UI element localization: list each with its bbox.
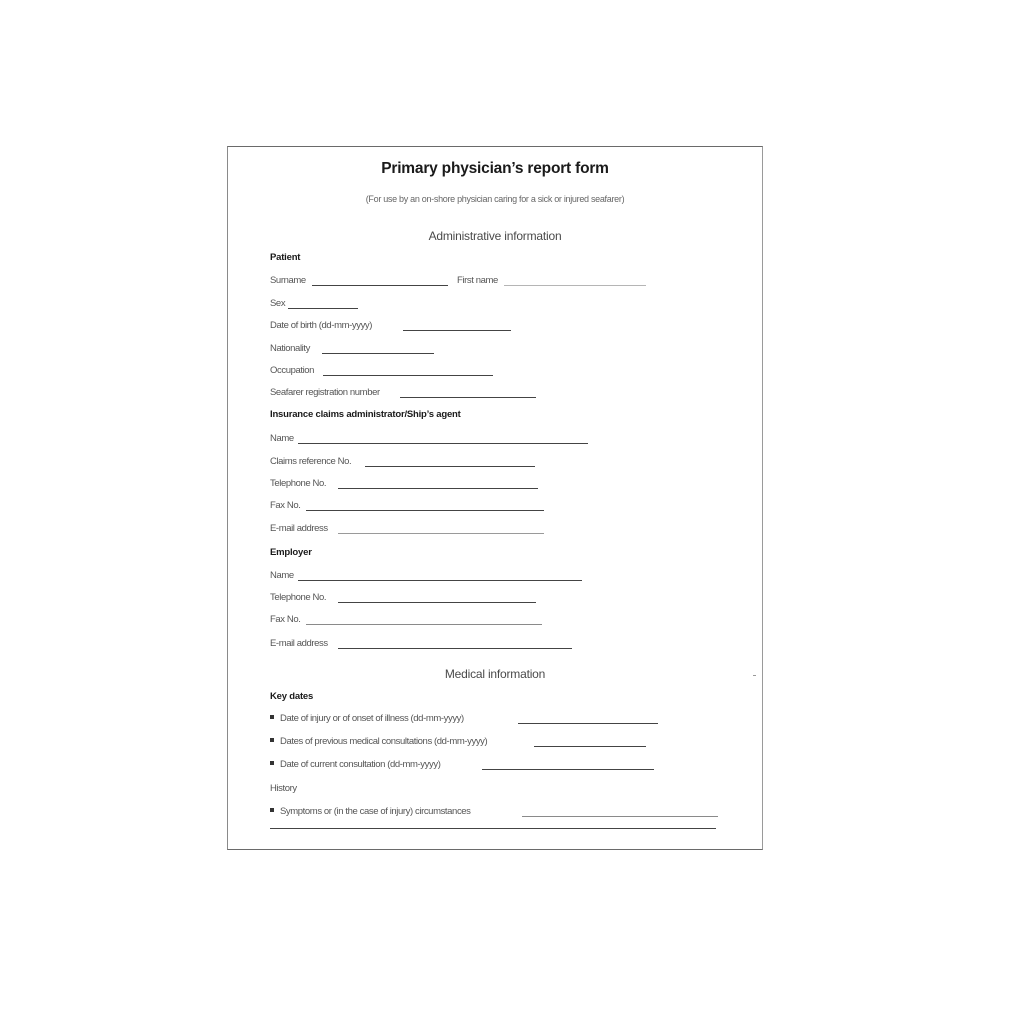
sex-label: Sex xyxy=(270,298,286,309)
current-consultation-field[interactable] xyxy=(270,759,670,771)
surname-label: Surname xyxy=(270,275,306,286)
symptoms-label: Symptoms or (in the case of injury) circumstances xyxy=(280,806,471,817)
insurance-telephone-label: Telephone No. xyxy=(270,478,327,489)
symptoms-line xyxy=(522,816,718,817)
current-consultation-label: Date of current consultation (dd-mm-yyyy) xyxy=(280,759,441,770)
registration-label: Seafarer registration number xyxy=(270,387,380,398)
patient-heading: Patient xyxy=(270,252,301,263)
registration-field[interactable] xyxy=(270,387,550,399)
injury-date-label: Date of injury or of onset of illness (dd-mm-yyyy) xyxy=(280,713,464,724)
employer-email-label: E-mail address xyxy=(270,638,328,649)
insurance-fax-label: Fax No. xyxy=(270,500,301,511)
employer-name-line xyxy=(298,580,582,581)
surname-line xyxy=(312,285,448,286)
employer-email-line xyxy=(338,648,572,649)
insurance-name-label: Name xyxy=(270,433,294,444)
admin-section-heading: Administrative information xyxy=(428,229,562,243)
bullet-icon xyxy=(270,738,274,742)
previous-consultations-label: Dates of previous medical consultations (dd-mm-yyyy) xyxy=(280,736,488,747)
employer-fax-field[interactable] xyxy=(270,614,560,626)
first-name-label: First name xyxy=(457,275,498,286)
employer-telephone-field[interactable] xyxy=(270,592,550,604)
insurance-heading: Insurance claims administrator/Ship’s agent xyxy=(270,409,461,420)
key-dates-heading: Key dates xyxy=(270,691,314,702)
nationality-label: Nationality xyxy=(270,343,310,354)
first-name-line xyxy=(504,285,646,286)
form-subtitle: (For use by an on-shore physician caring for a sick or injured seafarer) xyxy=(365,194,625,204)
occupation-field[interactable] xyxy=(270,365,510,377)
insurance-telephone-line xyxy=(338,488,538,489)
dob-line xyxy=(403,330,511,331)
symptoms-continuation-line[interactable] xyxy=(270,828,716,829)
injury-date-field[interactable] xyxy=(270,713,670,725)
nationality-field[interactable] xyxy=(270,343,470,355)
injury-date-line xyxy=(518,723,658,724)
insurance-fax-line xyxy=(306,510,544,511)
medical-section-heading: Medical information xyxy=(444,667,546,681)
surname-field[interactable] xyxy=(270,275,700,287)
claims-reference-field[interactable] xyxy=(270,456,550,468)
employer-telephone-line xyxy=(338,602,536,603)
employer-heading: Employer xyxy=(270,547,312,558)
insurance-fax-field[interactable] xyxy=(270,500,560,512)
form-title: Primary physician’s report form xyxy=(381,160,609,177)
employer-email-field[interactable] xyxy=(270,638,590,650)
employer-fax-label: Fax No. xyxy=(270,614,301,625)
employer-name-label: Name xyxy=(270,570,294,581)
current-consultation-line xyxy=(482,769,654,770)
bullet-icon xyxy=(270,761,274,765)
nationality-line xyxy=(322,353,434,354)
sex-line xyxy=(288,308,358,309)
insurance-email-label: E-mail address xyxy=(270,523,328,534)
claims-reference-line xyxy=(365,466,535,467)
insurance-name-field[interactable] xyxy=(270,433,610,445)
report-form-page xyxy=(227,146,763,850)
insurance-email-line xyxy=(338,533,544,534)
claims-reference-label: Claims reference No. xyxy=(270,456,352,467)
previous-consultations-field[interactable] xyxy=(270,736,660,748)
dob-label: Date of birth (dd-mm-yyyy) xyxy=(270,320,373,331)
insurance-telephone-field[interactable] xyxy=(270,478,550,490)
insurance-name-line xyxy=(298,443,588,444)
occupation-line xyxy=(323,375,493,376)
sex-field[interactable] xyxy=(270,298,470,310)
history-heading: History xyxy=(270,783,297,794)
dob-field[interactable] xyxy=(270,320,530,332)
bullet-icon xyxy=(270,808,274,812)
symptoms-field[interactable] xyxy=(270,806,730,818)
registration-line xyxy=(400,397,536,398)
bullet-icon xyxy=(270,715,274,719)
scan-speck xyxy=(753,675,756,676)
employer-name-field[interactable] xyxy=(270,570,600,582)
employer-telephone-label: Telephone No. xyxy=(270,592,327,603)
occupation-label: Occupation xyxy=(270,365,315,376)
employer-fax-line xyxy=(306,624,542,625)
insurance-email-field[interactable] xyxy=(270,523,560,535)
previous-consultations-line xyxy=(534,746,646,747)
